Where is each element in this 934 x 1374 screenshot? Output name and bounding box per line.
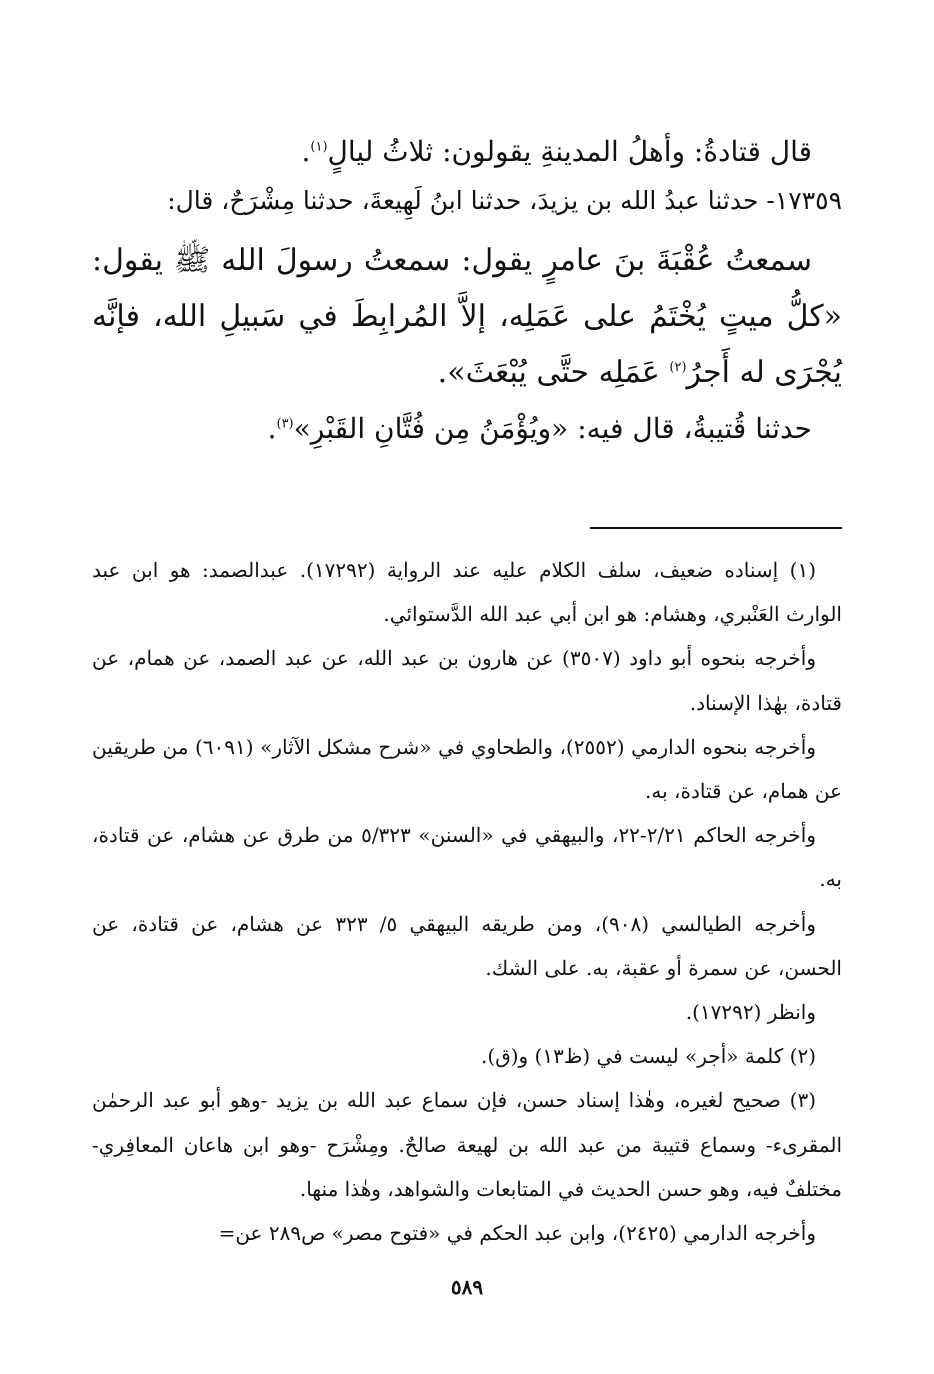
isnad-text: - حدثنا عبدُ الله بن يزيدَ، حدثنا ابنُ لَهِيعةَ، حدثنا مِشْرَحٌ، قال: xyxy=(167,186,775,215)
qatada-statement-end: . xyxy=(301,135,311,168)
matn-text-end: عَمَلِه حتَّى يُبْعَثَ». xyxy=(437,355,670,390)
qatada-statement xyxy=(92,125,842,179)
qutayba-text: حدثنا قُتيبةُ، قال فيه: «ويُؤْمَنُ مِن فُتَّانِ القَبْرِ» xyxy=(293,412,812,445)
footnote-1-darimi: وأخرجه بنحوه الدارمي (٢٥٥٢)، والطحاوي في «شرح مشكل الآثار» (٦٠٩١) من طريقين عن همام، عن قتادة، به. xyxy=(92,734,842,804)
qatada-statement-text: قال قتادةُ: وأهلُ المدينةِ يقولون: ثلاثُ ليالٍ xyxy=(327,135,812,168)
page-number: ٥٨٩ xyxy=(450,1275,484,1299)
footnote-ref-1: (١) xyxy=(310,139,328,155)
footnote-3: (٣) صحيح لغيره، وهٰذا إسناد حسن، فإن سماع عبد الله بن يزيد -وهو أبو عبد الرحمٰن المقرىء- وسماع قتيبة من عبد الله بن لهيعة صالحٌ. ومِشْرَح -وهو ابن هاعان المعافِري- مختلفٌ فيه، وهو حسن الحديث في المتابعات والشواهد، وهٰذا منها. xyxy=(92,1088,843,1201)
footnote-1-see-also: وانظر (١٧٢٩٢). xyxy=(685,1000,816,1025)
footnotes xyxy=(92,548,842,1255)
footnote-separator xyxy=(590,527,842,529)
qutayba-addition xyxy=(92,401,842,457)
footnote-1: (١) إسناده ضعيف، سلف الكلام عليه عند الرواية (١٧٢٩٢). عبدالصمد: هو ابن عبد الوارث العَنْبري، وهشام: هو ابن أبي عبد الله الدَّستوائي. xyxy=(92,558,842,627)
footnote-1-tayalisi: وأخرجه الطيالسي (٩٠٨)، ومن طريقه البيهقي ٥/ ٣٢٣ عن هشام، عن قتادة، عن الحسن، عن سمرة أو عقبة، به. على الشك. xyxy=(92,911,842,980)
footnote-ref-3: (٣) xyxy=(276,416,294,432)
footnote-ref-2: (٢) xyxy=(669,360,687,375)
main-text xyxy=(92,125,842,457)
footnote-1-abu-dawud: وأخرجه بنحوه أبو داود (٣٥٠٧) عن هارون بن عبد الله، عن عبد الصمد، عن همام، عن قتادة، بهٰذا الإسناد. xyxy=(92,646,842,715)
footnote-1-hakim: وأخرجه الحاكم ٢/٢١-٢٢، والبيهقي في «السنن» ٥/٣٢٣ من طرق عن هشام، عن قتادة، به. xyxy=(92,823,842,892)
hadith-isnad xyxy=(92,179,842,223)
footnote-2: (٢) كلمة «أجر» ليست في (ظ١٣) و(ق). xyxy=(481,1044,816,1069)
footnote-3-continued: وأخرجه الدارمي (٢٤٢٥)، وابن عبد الحكم في «فتوح مصر» ص٢٨٩ عن= xyxy=(218,1221,816,1246)
hadith-number: ١٧٣٥٩ xyxy=(774,186,842,215)
qutayba-end: . xyxy=(267,412,277,445)
matn-text: سمعتُ عُقْبَةَ بنَ عامرٍ يقول: سمعتُ رسولَ الله ﷺ يقول: «كلُّ ميتٍ يُخْتَمُ على عَمَلِه، إلاَّ المُرابِطَ في سَبيلِ الله، فإنَّه يُجْرَى له أَجرُ xyxy=(92,243,842,390)
hadith-matn xyxy=(92,233,842,401)
